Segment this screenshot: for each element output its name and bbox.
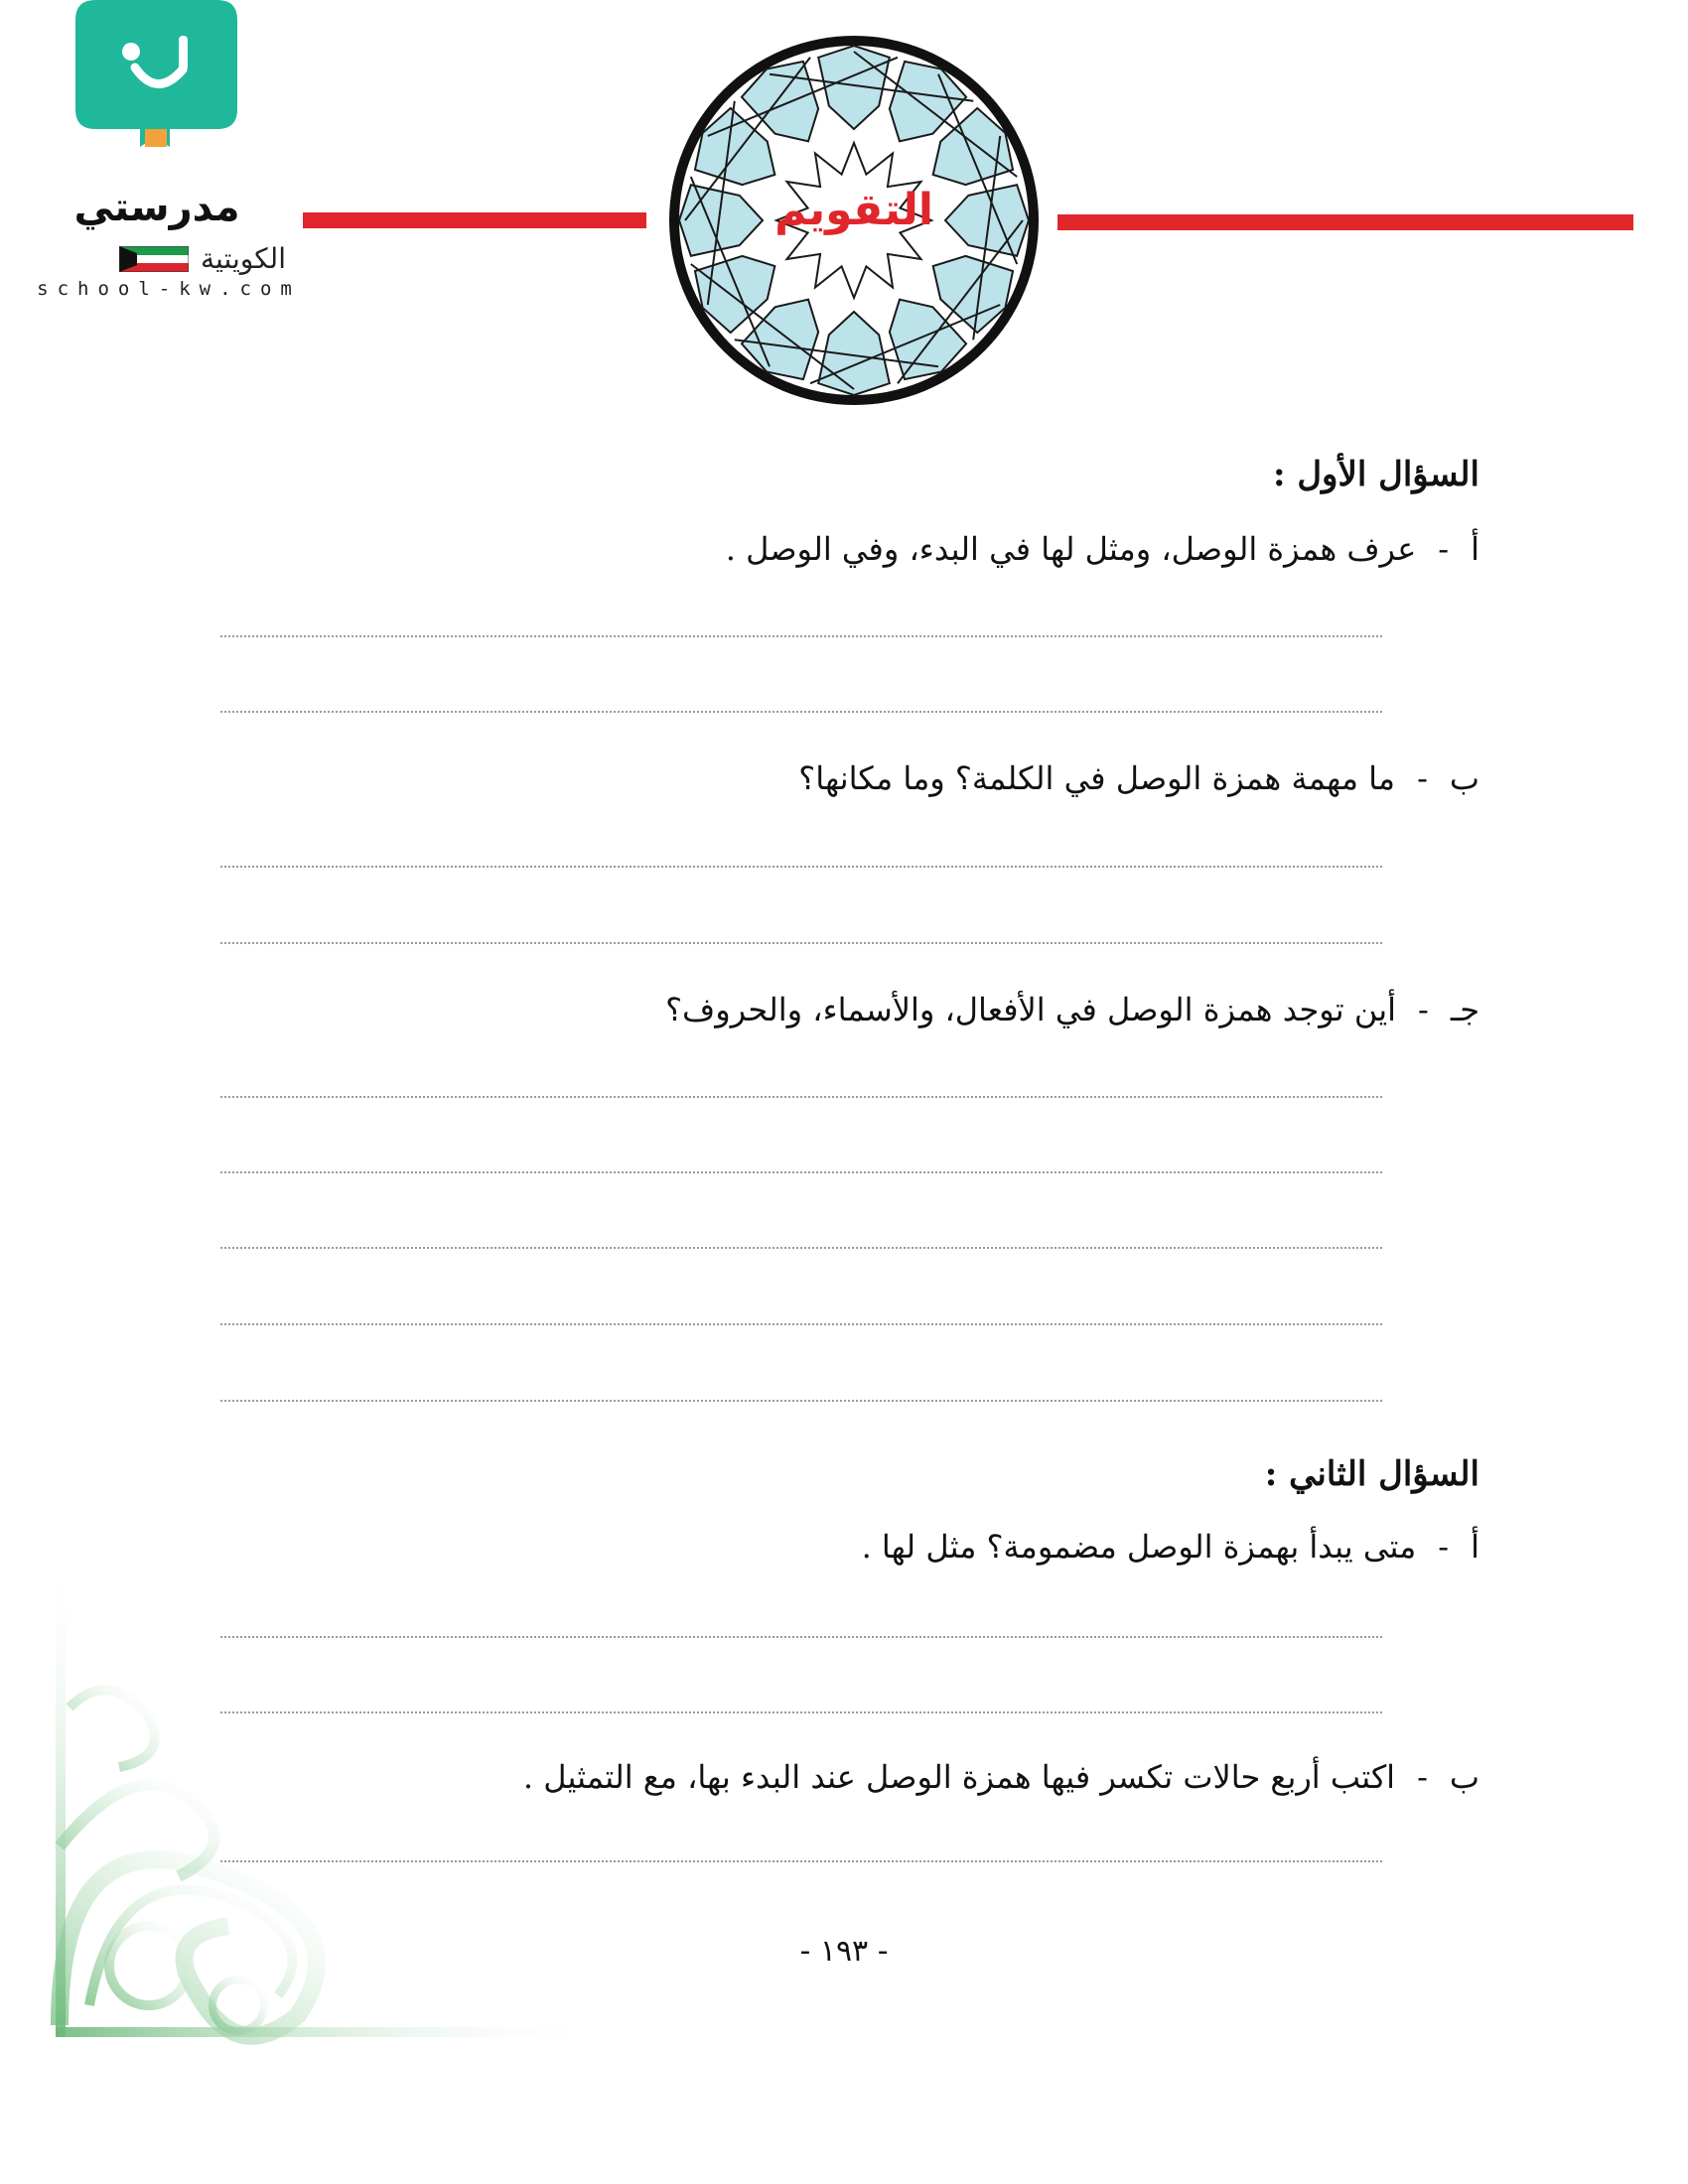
kuwait-flag-icon [119, 246, 189, 272]
answer-line[interactable] [220, 635, 1382, 637]
logo-badge-icon [75, 0, 237, 147]
school-logo[interactable] [20, 0, 308, 308]
item-text: عرف همزة الوصل، ومثل لها في البدء، وفي الوصل . [725, 530, 1417, 568]
question1-item-b: ب-ما مهمة همزة الوصل في الكلمة؟ وما مكانها؟ [798, 759, 1479, 797]
question1-item-a: أ-عرف همزة الوصل، ومثل لها في البدء، وفي الوصل . [725, 530, 1479, 568]
question2-item-a: أ-متى يبدأ بهمزة الوصل مضمومة؟ مثل لها . [861, 1528, 1479, 1566]
item-text: أين توجد همزة الوصل في الأفعال، والأسماء، والحروف؟ [665, 991, 1397, 1028]
answer-line[interactable] [220, 1247, 1382, 1249]
question2-item-b: ب-اكتب أربع حالات تكسر فيها همزة الوصل عند البدء بها، مع التمثيل . [522, 1758, 1479, 1796]
question2-heading: السؤال الثاني : [1264, 1454, 1479, 1494]
item-text: ما مهمة همزة الوصل في الكلمة؟ وما مكانها؟ [798, 759, 1396, 797]
corner-ornament-icon [0, 1549, 635, 2065]
logo-subtitle [68, 242, 286, 275]
item-letter: ب [1449, 759, 1479, 797]
answer-line[interactable] [220, 942, 1382, 944]
answer-line[interactable] [220, 711, 1382, 713]
item-letter: أ [1471, 530, 1479, 568]
item-letter: جـ [1450, 991, 1479, 1028]
logo-brand-sub: الكويتية [201, 242, 286, 275]
header-title: التقويم [774, 185, 933, 235]
answer-line[interactable] [220, 1171, 1382, 1173]
logo-brand-name: مدرستي [73, 185, 240, 230]
page-number: - ١٩٣ - [799, 1934, 889, 1969]
answer-line[interactable] [220, 1096, 1382, 1098]
header-bar-right [1057, 214, 1633, 230]
question1-heading: السؤال الأول : [1272, 455, 1479, 494]
item-text: متى يبدأ بهمزة الوصل مضمومة؟ مثل لها . [861, 1528, 1417, 1566]
item-letter: أ [1471, 1528, 1479, 1566]
question1-item-c: جـ-أين توجد همزة الوصل في الأفعال، والأسماء، والحروف؟ [665, 991, 1479, 1028]
answer-line[interactable] [220, 1323, 1382, 1325]
logo-url: school-kw.com [37, 278, 301, 300]
answer-line[interactable] [220, 866, 1382, 868]
item-text: اكتب أربع حالات تكسر فيها همزة الوصل عند البدء بها، مع التمثيل . [522, 1758, 1396, 1796]
answer-line[interactable] [220, 1400, 1382, 1402]
header-bar-left [303, 212, 646, 228]
item-letter: ب [1449, 1758, 1479, 1796]
